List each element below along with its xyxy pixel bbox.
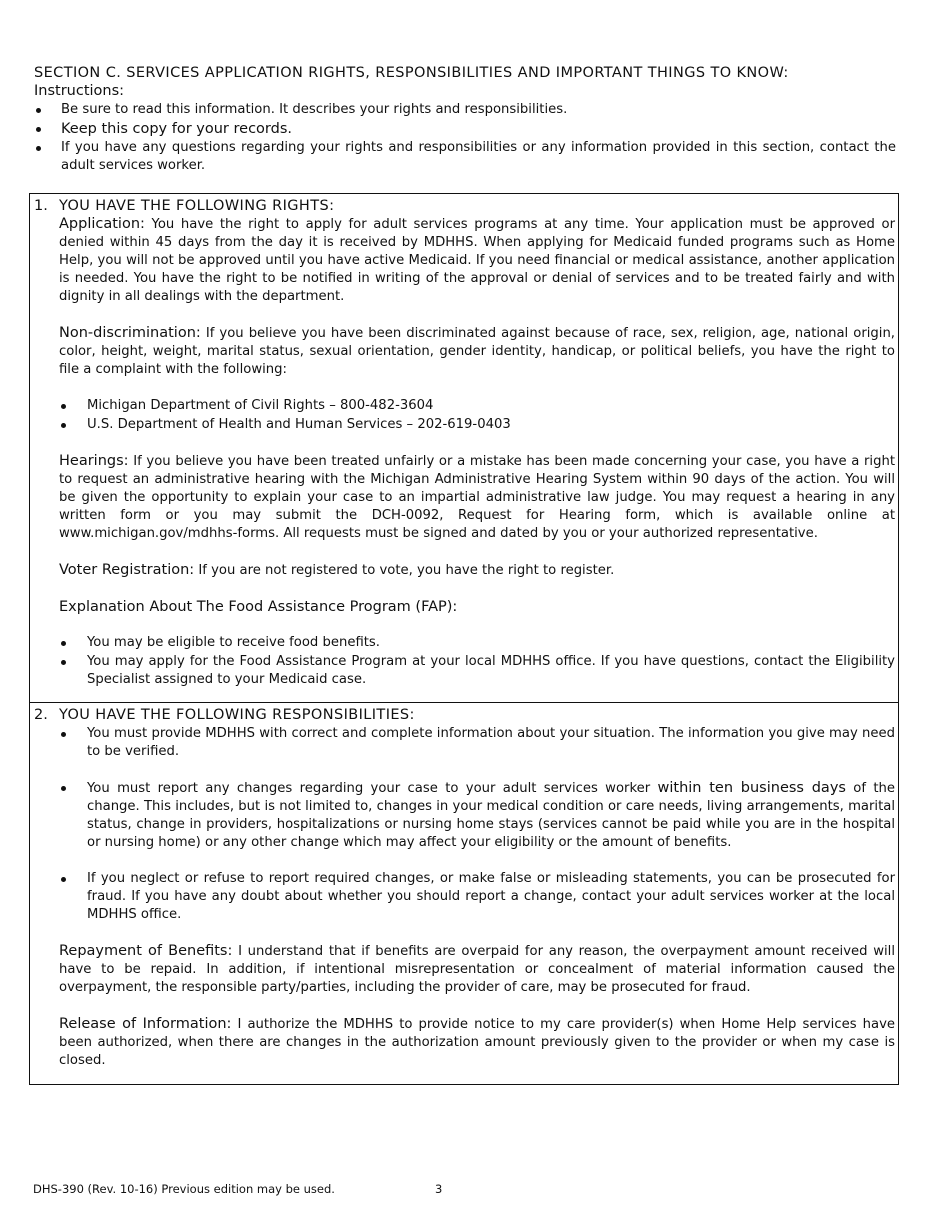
responsibilities-heading: YOU HAVE THE FOLLOWING RESPONSIBILITIES: bbox=[59, 707, 415, 723]
nondiscrimination-text: If you believe you have been discriminated against because of race, sex, religion, age, national origin, color, height, weight, marital status, sexual orientation, gender identity, handicap, or political beliefs, you have the right to file a complaint with the following: bbox=[59, 326, 895, 377]
repayment-text: I understand that if benefits are overpaid for any reason, the overpayment amount received will have to be repaid. In addition, if intentional misrepresentation or concealment of material information caused the overpayment, the responsible party/parties, including the provider of care, may be prosecuted for fraud. bbox=[59, 944, 895, 995]
rights-number: 1. bbox=[34, 198, 48, 214]
form-identifier: DHS-390 (Rev. 10-16) Previous edition may be used. bbox=[33, 1182, 335, 1196]
application-label: Application: bbox=[59, 216, 145, 232]
section-title: SECTION C. SERVICES APPLICATION RIGHTS, RESPONSIBILITIES AND IMPORTANT THINGS TO KNOW: bbox=[34, 65, 789, 81]
release-text: I authorize the MDHHS to provide notice to my care provider(s) when Home Help services have been authorized, when there are changes in the authorization amount previously given to the provider or when my case is closed. bbox=[59, 1017, 896, 1068]
rights-heading: YOU HAVE THE FOLLOWING RIGHTS: bbox=[59, 198, 335, 214]
list-item: You must provide MDHHS with correct and complete information about your situation. The information you give may need to be verified. bbox=[59, 725, 895, 761]
nondiscrimination-paragraph bbox=[59, 324, 895, 379]
rights-box bbox=[29, 193, 899, 703]
release-paragraph bbox=[59, 1015, 895, 1070]
voter-paragraph bbox=[59, 561, 895, 580]
hearings-text: If you believe you have been treated unfairly or a mistake has been made concerning your case, you have a right to request an administrative hearing with the Michigan Administrative Hearing System within 90 days of the action. You will be given the opportunity to explain your case to an impartial administrative law judge. You may request a hearing in any written form or you may submit the DCH-0092, Request for Hearing form, which is available online at www.michigan.gov/mdhhs-forms. All requests must be signed and dated by you or your authorized representative. bbox=[59, 454, 895, 541]
list-item: U.S. Department of Health and Human Services – 202-619-0403 bbox=[59, 416, 895, 434]
application-text: You have the right to apply for adult services programs at any time. Your application must be approved or denied within 45 days from the day it is received by MDHHS. When applying for Medicaid funded programs such as Home Help, you will not be approved until you have active Medicaid. If you need financial or medical assistance, another application is needed. You have the right to be notified in writing of the approval or denial of services and to be treated fairly and with dignity in all dealings with the department. bbox=[59, 217, 895, 304]
release-label: Release of Information: bbox=[59, 1016, 232, 1032]
application-paragraph bbox=[59, 215, 895, 306]
list-item: Keep this copy for your records. bbox=[34, 120, 896, 138]
list-item: Michigan Department of Civil Rights – 800-482-3604 bbox=[59, 397, 895, 415]
responsibilities-list bbox=[59, 725, 895, 761]
instructions-label: Instructions: bbox=[34, 83, 125, 99]
repayment-label: Repayment of Benefits: bbox=[59, 943, 233, 959]
list-item: Be sure to read this information. It describes your rights and responsibilities. bbox=[34, 101, 896, 119]
list-item: You must report any changes regarding your case to your adult services worker within ten business days of the change. This includes, but is not limited to, changes in your medical condition or care needs, living arrangements, marital status, change in providers, hospitalizations or nursing home stays (services cannot be paid while you are in the hospital or nursing home) or any other change which may affect your eligibility or the amount of benefits. bbox=[59, 779, 895, 852]
section-header bbox=[34, 64, 896, 175]
list-item: If you neglect or refuse to report required changes, or make false or misleading statements, you can be prosecuted for fraud. If you have any doubt about whether you should report a change, contact your adult services worker at the local MDHHS office. bbox=[59, 870, 895, 924]
fap-list bbox=[59, 634, 895, 689]
repayment-paragraph bbox=[59, 942, 895, 997]
list-item: If you have any questions regarding your rights and responsibilities or any information provided in this section, contact the adult services worker. bbox=[34, 139, 896, 175]
deadline-emphasis: within ten business days bbox=[657, 780, 846, 796]
page-number: 3 bbox=[435, 1182, 443, 1196]
responsibilities-box bbox=[29, 702, 899, 1085]
fap-heading: Explanation About The Food Assistance Program (FAP): bbox=[59, 599, 458, 615]
responsibilities-content bbox=[59, 725, 895, 1070]
voter-label: Voter Registration: bbox=[59, 562, 195, 578]
list-item: You may apply for the Food Assistance Program at your local MDHHS office. If you have questions, contact the Eligibility Specialist assigned to your Medicaid case. bbox=[59, 653, 895, 689]
nondiscrimination-label: Non-discrimination: bbox=[59, 325, 201, 341]
voter-text: If you are not registered to vote, you have the right to register. bbox=[194, 563, 615, 578]
responsibilities-number: 2. bbox=[34, 707, 48, 723]
hearings-paragraph bbox=[59, 452, 895, 543]
list-item: You may be eligible to receive food benefits. bbox=[59, 634, 895, 652]
hearings-label: Hearings: bbox=[59, 453, 129, 469]
rights-content bbox=[59, 215, 895, 689]
instructions-list bbox=[34, 101, 896, 175]
civil-rights-contacts bbox=[59, 397, 895, 434]
